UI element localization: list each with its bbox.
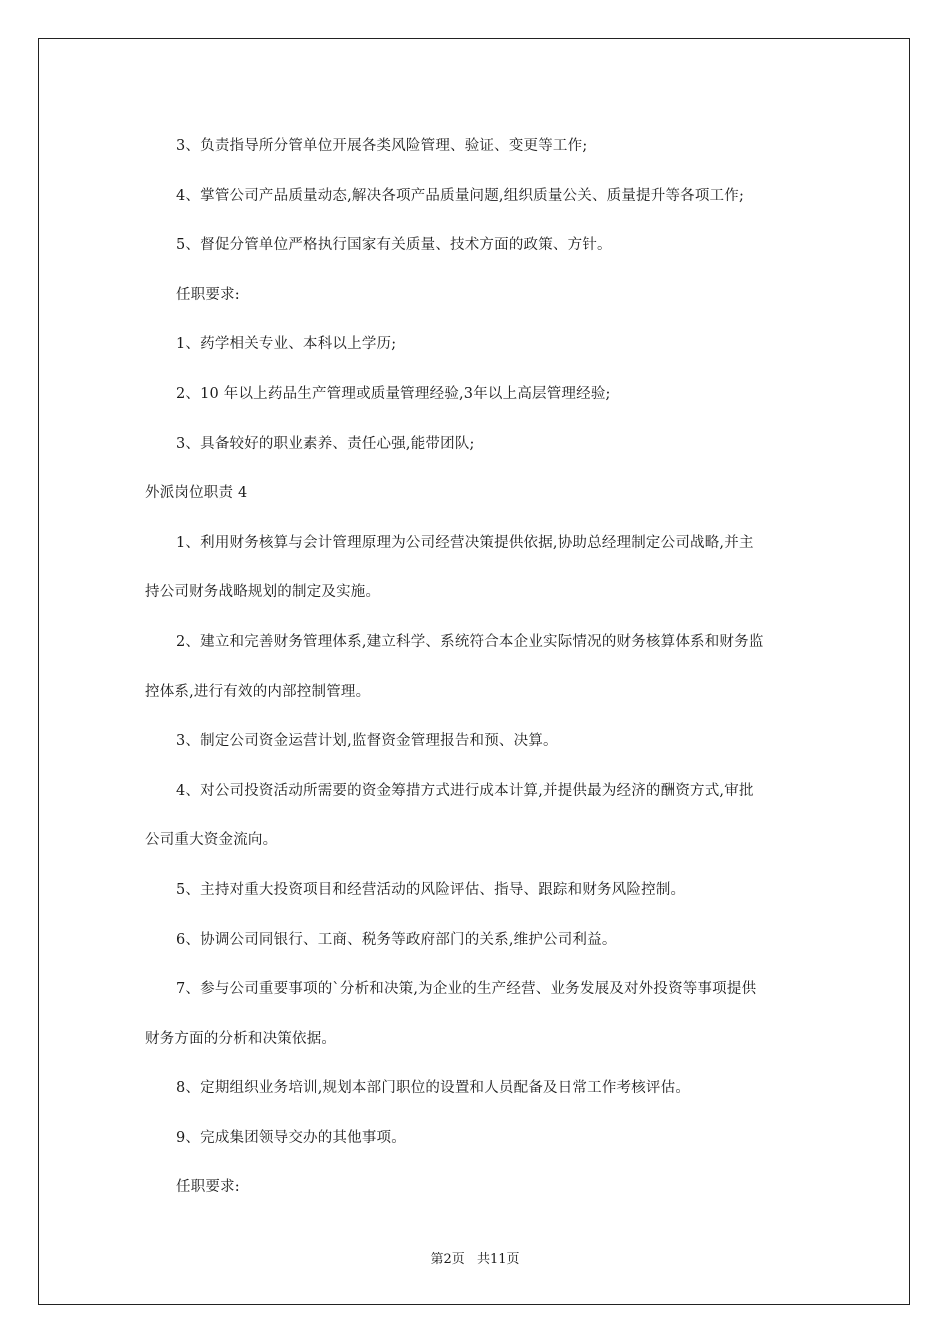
text-line: 3、制定公司资金运营计划,监督资金管理报告和预、决算。 [176, 733, 558, 750]
text-line: 5、督促分管单位严格执行国家有关质量、技术方面的政策、方针。 [176, 237, 612, 254]
text-line: 8、定期组织业务培训,规划本部门职位的设置和人员配备及日常工作考核评估。 [176, 1080, 691, 1097]
text-line: 控体系,进行有效的内部控制管理。 [145, 683, 371, 700]
text-line: 1、药学相关专业、本科以上学历; [176, 336, 397, 353]
page-footer [0, 1248, 950, 1267]
text-line: 4、对公司投资活动所需要的资金筹措方式进行成本计算,并提供最为经济的酬资方式,审批 [176, 782, 754, 799]
text-line: 1、利用财务核算与会计管理原理为公司经营决策提供依据,协助总经理制定公司战略,并主 [176, 534, 754, 551]
text-line: 6、协调公司同银行、工商、税务等政府部门的关系,维护公司利益。 [176, 931, 617, 948]
section-title: 外派岗位职责 4 [145, 485, 248, 502]
text-line: 5、主持对重大投资项目和经营活动的风险评估、指导、跟踪和财务风险控制。 [176, 881, 686, 898]
text-line: 3、负责指导所分管单位开展各类风险管理、验证、变更等工作; [176, 138, 588, 154]
text-line: 公司重大资金流向。 [145, 832, 278, 849]
text-line: 2、建立和完善财务管理体系,建立科学、系统符合本企业实际情况的财务核算体系和财务监 [176, 633, 764, 650]
text-line: 持公司财务战略规划的制定及实施。 [145, 584, 381, 601]
text-line: 9、完成集团领导交办的其他事项。 [176, 1129, 406, 1146]
text-line: 4、掌管公司产品质量动态,解决各项产品质量问题,组织质量公关、质量提升等各项工作; [176, 187, 745, 204]
document-body [145, 122, 813, 1213]
page-total: 共11页 [476, 1252, 520, 1267]
page-number: 第2页 [430, 1252, 465, 1267]
text-line: 3、具备较好的职业素养、责任心强,能带团队; [176, 435, 475, 452]
text-line: 2、10 年以上药品生产管理或质量管理经验,3年以上高层管理经验; [176, 385, 611, 402]
text-line: 7、参与公司重要事项的`分析和决策,为企业的生产经营、业务发展及对外投资等事项提供 [176, 981, 757, 998]
section-heading: 任职要求: [176, 1179, 240, 1196]
section-heading: 任职要求: [176, 286, 240, 303]
text-line: 财务方面的分析和决策依据。 [145, 1030, 337, 1047]
